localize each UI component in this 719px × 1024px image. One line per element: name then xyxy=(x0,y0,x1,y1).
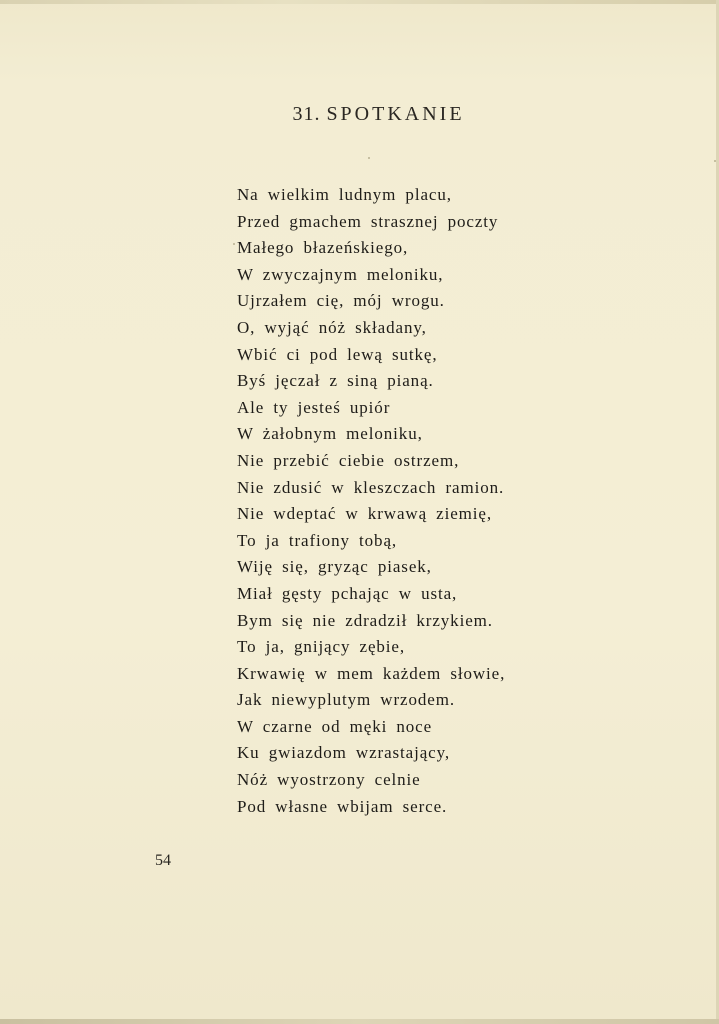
poem-line: Nóż wyostrzony celnie xyxy=(237,770,421,790)
poem-title xyxy=(0,103,719,126)
poem-line: Na wielkim ludnym placu, xyxy=(237,185,452,204)
page-number: 54 xyxy=(155,852,171,869)
poem-line: Przed gmachem strasznej poczty xyxy=(237,211,499,231)
poem-line: O, wyjąć nóż składany, xyxy=(237,317,427,337)
poem-line: Nie wdeptać w krwawą ziemię, xyxy=(237,504,493,524)
poem-line: Byś jęczał z siną pianą. xyxy=(237,371,434,391)
poem-title-text: SPOTKANIE xyxy=(326,103,465,125)
poem-line: W zwyczajnym meloniku, xyxy=(237,264,444,284)
poem-body xyxy=(237,182,505,820)
poem-number: 31. xyxy=(292,103,321,125)
poem-line: Nie zdusić w kleszczach ramion. xyxy=(237,477,505,497)
poem-line: W czarne od męki noce xyxy=(237,716,433,736)
poem-line: Bym się nie zdradził krzykiem. xyxy=(237,610,493,630)
poem-line: Wiję się, gryząc piasek, xyxy=(237,557,432,577)
poem-line: To ja, gnijący zębie, xyxy=(237,637,406,657)
poem-line: Miał gęsty pchając w usta, xyxy=(237,583,458,603)
poem-line: Jak niewyplutym wrzodem. xyxy=(237,690,455,710)
poem-line: Nie przebić ciebie ostrzem, xyxy=(237,450,460,470)
poem-line: Ujrzałem cię, mój wrogu. xyxy=(237,291,445,311)
paper-speck xyxy=(368,157,370,159)
poem-line: Ale ty jesteś upiór xyxy=(237,397,391,417)
poem-line: Krwawię w mem każdem słowie, xyxy=(237,663,506,683)
poem-line: Małego błazeńskiego, xyxy=(237,238,409,258)
poem-line: Wbić ci pod lewą sutkę, xyxy=(237,344,438,364)
paper-speck xyxy=(714,160,716,162)
poem-line: W żałobnym meloniku, xyxy=(237,424,423,444)
page-bottom-edge xyxy=(0,1019,719,1024)
poem-line: To ja trafiony tobą, xyxy=(237,530,398,550)
page-top-edge xyxy=(0,0,719,4)
paper-speck xyxy=(233,243,235,245)
poem-line: Ku gwiazdom wzrastający, xyxy=(237,743,451,763)
poem-line: Pod własne wbijam serce. xyxy=(237,796,448,816)
